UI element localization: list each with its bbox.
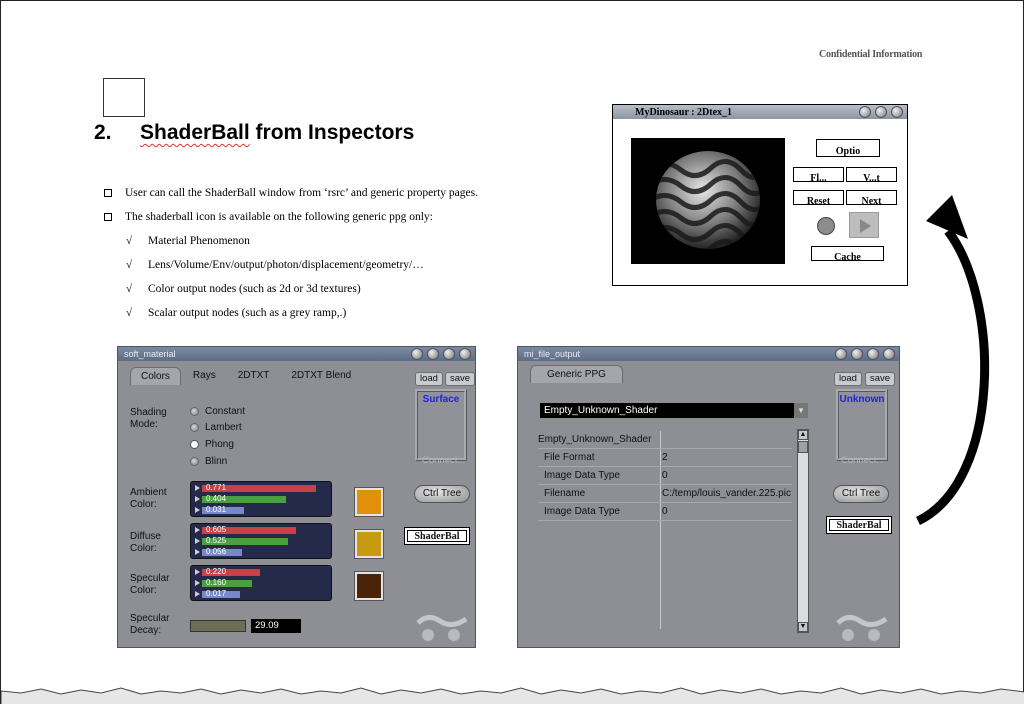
- shaderball-window-title: MyDinosaur : 2Dtex_1: [613, 105, 907, 119]
- sub-bullet-item: [104, 253, 478, 277]
- row-key: File Format: [544, 452, 595, 463]
- save-button[interactable]: save: [445, 372, 475, 386]
- ambient-red-value: 0.771: [206, 482, 227, 492]
- specular-red-slider[interactable]: [195, 568, 260, 576]
- reset-button[interactable]: Reset: [793, 190, 844, 205]
- connect-label[interactable]: Connect...: [422, 455, 466, 466]
- bullet-item: [104, 205, 478, 229]
- surface-preview[interactable]: Surface: [415, 389, 467, 461]
- row-key: Image Data Type: [544, 470, 620, 481]
- scroll-thumb[interactable]: [798, 441, 808, 453]
- sub-bullet-text: Lens/Volume/Env/output/photon/displacement/geometry/…: [148, 259, 424, 271]
- scroll-down-icon[interactable]: ▼: [799, 623, 807, 630]
- scroll-up-icon[interactable]: ▲: [799, 431, 807, 438]
- generic-ppg-tabs: [530, 365, 623, 383]
- check-mark-icon: √: [126, 235, 133, 247]
- gear-icon[interactable]: [427, 348, 439, 360]
- diffuse-red-value: 0.605: [206, 524, 227, 534]
- tab-colors[interactable]: Colors: [130, 367, 181, 385]
- confidential-header: Confidential Information: [819, 49, 923, 60]
- diffuse-blue-value: 0.056: [206, 546, 227, 556]
- ambient-sliders: [190, 481, 332, 517]
- bullet-text: User can call the ShaderBall window from ‘rsrc’ and generic property pages.: [125, 187, 478, 199]
- ambient-green-value: 0.404: [206, 493, 227, 503]
- help-icon[interactable]: [835, 348, 847, 360]
- specular-decay-value[interactable]: 29.09: [251, 619, 301, 633]
- section-title-rest: from Inspectors: [249, 121, 415, 144]
- window-controls: [859, 106, 903, 118]
- check-mark-icon: √: [126, 259, 133, 271]
- sub-bullet-text: Color output nodes (such as 2d or 3d textures): [148, 283, 361, 295]
- row-value[interactable]: 0: [662, 470, 668, 481]
- shading-mode-label: Shading Mode:: [130, 407, 167, 430]
- next-button[interactable]: Next: [846, 190, 897, 205]
- shaderball-sphere-icon: [631, 138, 785, 264]
- info-icon[interactable]: [443, 348, 455, 360]
- load-button[interactable]: load: [415, 372, 443, 386]
- slider-arrow-icon: [195, 538, 200, 544]
- sub-bullet-item: [104, 301, 478, 325]
- ambient-blue-slider[interactable]: [195, 506, 244, 514]
- row-key: Filename: [544, 488, 586, 499]
- radio-constant[interactable]: [190, 406, 245, 417]
- soft-material-panel: [117, 346, 476, 648]
- row-key: Image Data Type: [544, 506, 620, 517]
- sub-bullet-text: Material Phenomenon: [148, 235, 250, 247]
- table-row[interactable]: [538, 449, 792, 467]
- save-button[interactable]: save: [865, 372, 895, 386]
- square-bullet-icon: [104, 213, 112, 221]
- specular-blue-slider[interactable]: [195, 590, 240, 598]
- specular-green-slider[interactable]: [195, 579, 252, 587]
- help-icon[interactable]: [859, 106, 871, 118]
- shader-dropdown-value: Empty_Unknown_Shader: [544, 405, 658, 416]
- diffuse-red-slider[interactable]: [195, 526, 296, 534]
- gear-icon[interactable]: [875, 106, 887, 118]
- row-value[interactable]: 0: [662, 506, 668, 517]
- tab-rays[interactable]: Rays: [192, 370, 216, 381]
- close-icon[interactable]: [891, 106, 903, 118]
- specular-decay-slider[interactable]: [190, 620, 246, 632]
- table-row[interactable]: [538, 485, 792, 503]
- section-number: 2.: [94, 121, 112, 144]
- row-value[interactable]: C:/temp/louis_vander.225.pic: [662, 488, 791, 499]
- option-button[interactable]: Optio: [816, 139, 880, 157]
- bullet-list: [104, 181, 478, 325]
- placeholder-box: [103, 78, 145, 117]
- help-icon[interactable]: [411, 348, 423, 360]
- mi-file-output-panel: [517, 346, 900, 648]
- check-mark-icon: √: [126, 307, 133, 319]
- ambient-blue-value: 0.031: [206, 504, 227, 514]
- slider-arrow-icon: [195, 549, 200, 555]
- play-icon[interactable]: [849, 212, 879, 238]
- window-controls: [835, 348, 895, 360]
- diffuse-green-slider[interactable]: [195, 537, 288, 545]
- slider-arrow-icon: [195, 485, 200, 491]
- record-icon[interactable]: [817, 217, 835, 235]
- radio-phong[interactable]: [190, 439, 234, 450]
- radio-dot-icon: [190, 423, 199, 432]
- ambient-red-slider[interactable]: [195, 484, 316, 492]
- tab-generic-ppg[interactable]: Generic PPG: [530, 365, 623, 383]
- shaderball-button[interactable]: ShaderBal: [826, 516, 892, 534]
- slider-arrow-icon: [195, 496, 200, 502]
- decorative-logo-icon: [414, 613, 472, 643]
- bullet-item: [104, 181, 478, 205]
- slider-arrow-icon: [195, 569, 200, 575]
- diffuse-sliders: [190, 523, 332, 559]
- diffuse-green-value: 0.525: [206, 535, 227, 545]
- sub-bullet-item: [104, 277, 478, 301]
- unknown-preview[interactable]: Unknown: [836, 389, 888, 461]
- radio-dot-icon: [190, 407, 199, 416]
- property-scrollbar[interactable]: [797, 429, 809, 633]
- radio-blinn[interactable]: [190, 456, 227, 467]
- close-icon[interactable]: [883, 348, 895, 360]
- sub-bullet-text: Scalar output nodes (such as a grey ramp,.): [148, 307, 347, 319]
- decorative-logo-icon: [834, 613, 892, 643]
- shaderball-preview: [631, 138, 785, 264]
- soft-material-title: soft_material: [118, 347, 475, 361]
- row-value[interactable]: 2: [662, 452, 668, 463]
- specular-color-swatch[interactable]: [355, 572, 383, 600]
- ambient-color-swatch[interactable]: [355, 488, 383, 516]
- radio-label: Constant: [205, 406, 246, 417]
- specular-color-label: Specular Color:: [130, 573, 170, 596]
- sub-bullet-item: [104, 229, 478, 253]
- specular-decay-label: Specular Decay:: [130, 613, 170, 636]
- diffuse-blue-slider[interactable]: [195, 548, 242, 556]
- chevron-down-icon[interactable]: ▼: [794, 403, 808, 418]
- radio-label: Blinn: [205, 456, 228, 467]
- radio-dot-selected-icon: [190, 440, 199, 449]
- bullet-text: The shaderball icon is available on the following generic ppg only:: [125, 211, 433, 223]
- connect-label[interactable]: Connect...: [841, 455, 885, 466]
- window-controls: [411, 348, 471, 360]
- cache-button[interactable]: Cache: [811, 246, 884, 261]
- soft-material-tabs: [130, 367, 361, 385]
- shaderball-button[interactable]: ShaderBal: [404, 527, 470, 545]
- radio-lambert[interactable]: [190, 422, 242, 433]
- close-icon[interactable]: [459, 348, 471, 360]
- specular-sliders: [190, 565, 332, 601]
- ctrl-tree-button[interactable]: Ctrl Tree: [833, 485, 889, 503]
- section-heading: [94, 121, 414, 145]
- slider-arrow-icon: [195, 580, 200, 586]
- radio-label: Phong: [205, 439, 234, 450]
- check-mark-icon: √: [126, 283, 133, 295]
- shaderball-window: [612, 104, 908, 286]
- slider-arrow-icon: [195, 507, 200, 513]
- curved-arrow-icon: [906, 191, 996, 541]
- property-table: [538, 431, 796, 631]
- gear-icon[interactable]: [851, 348, 863, 360]
- ambient-green-slider[interactable]: [195, 495, 286, 503]
- specular-blue-value: 0.017: [206, 588, 227, 598]
- ctrl-tree-button[interactable]: Ctrl Tree: [414, 485, 470, 503]
- ambient-color-label: Ambient Color:: [130, 487, 167, 510]
- load-button[interactable]: load: [834, 372, 862, 386]
- diffuse-color-label: Diffuse Color:: [130, 531, 161, 554]
- specular-green-value: 0.160: [206, 577, 227, 587]
- shader-dropdown[interactable]: [540, 403, 808, 418]
- table-header: Empty_Unknown_Shader: [538, 434, 652, 445]
- tab-2dtxt-blend[interactable]: 2DTXT Blend: [291, 370, 352, 381]
- slider-arrow-icon: [195, 591, 200, 597]
- section-title-underlined: ShaderBall: [140, 121, 250, 144]
- info-icon[interactable]: [867, 348, 879, 360]
- view-button[interactable]: V...t: [846, 167, 897, 182]
- square-bullet-icon: [104, 189, 112, 197]
- flip-button[interactable]: Fl...: [793, 167, 844, 182]
- table-header-row: [538, 431, 792, 449]
- slider-arrow-icon: [195, 527, 200, 533]
- mi-file-output-title: mi_file_output: [518, 347, 899, 361]
- radio-dot-icon: [190, 457, 199, 466]
- radio-label: Lambert: [205, 422, 242, 433]
- tab-2dtxt[interactable]: 2DTXT: [237, 370, 270, 381]
- diffuse-color-swatch[interactable]: [355, 530, 383, 558]
- specular-red-value: 0.220: [206, 566, 227, 576]
- table-row[interactable]: [538, 503, 792, 521]
- torn-edge-icon: [1, 685, 1024, 704]
- table-row[interactable]: [538, 467, 792, 485]
